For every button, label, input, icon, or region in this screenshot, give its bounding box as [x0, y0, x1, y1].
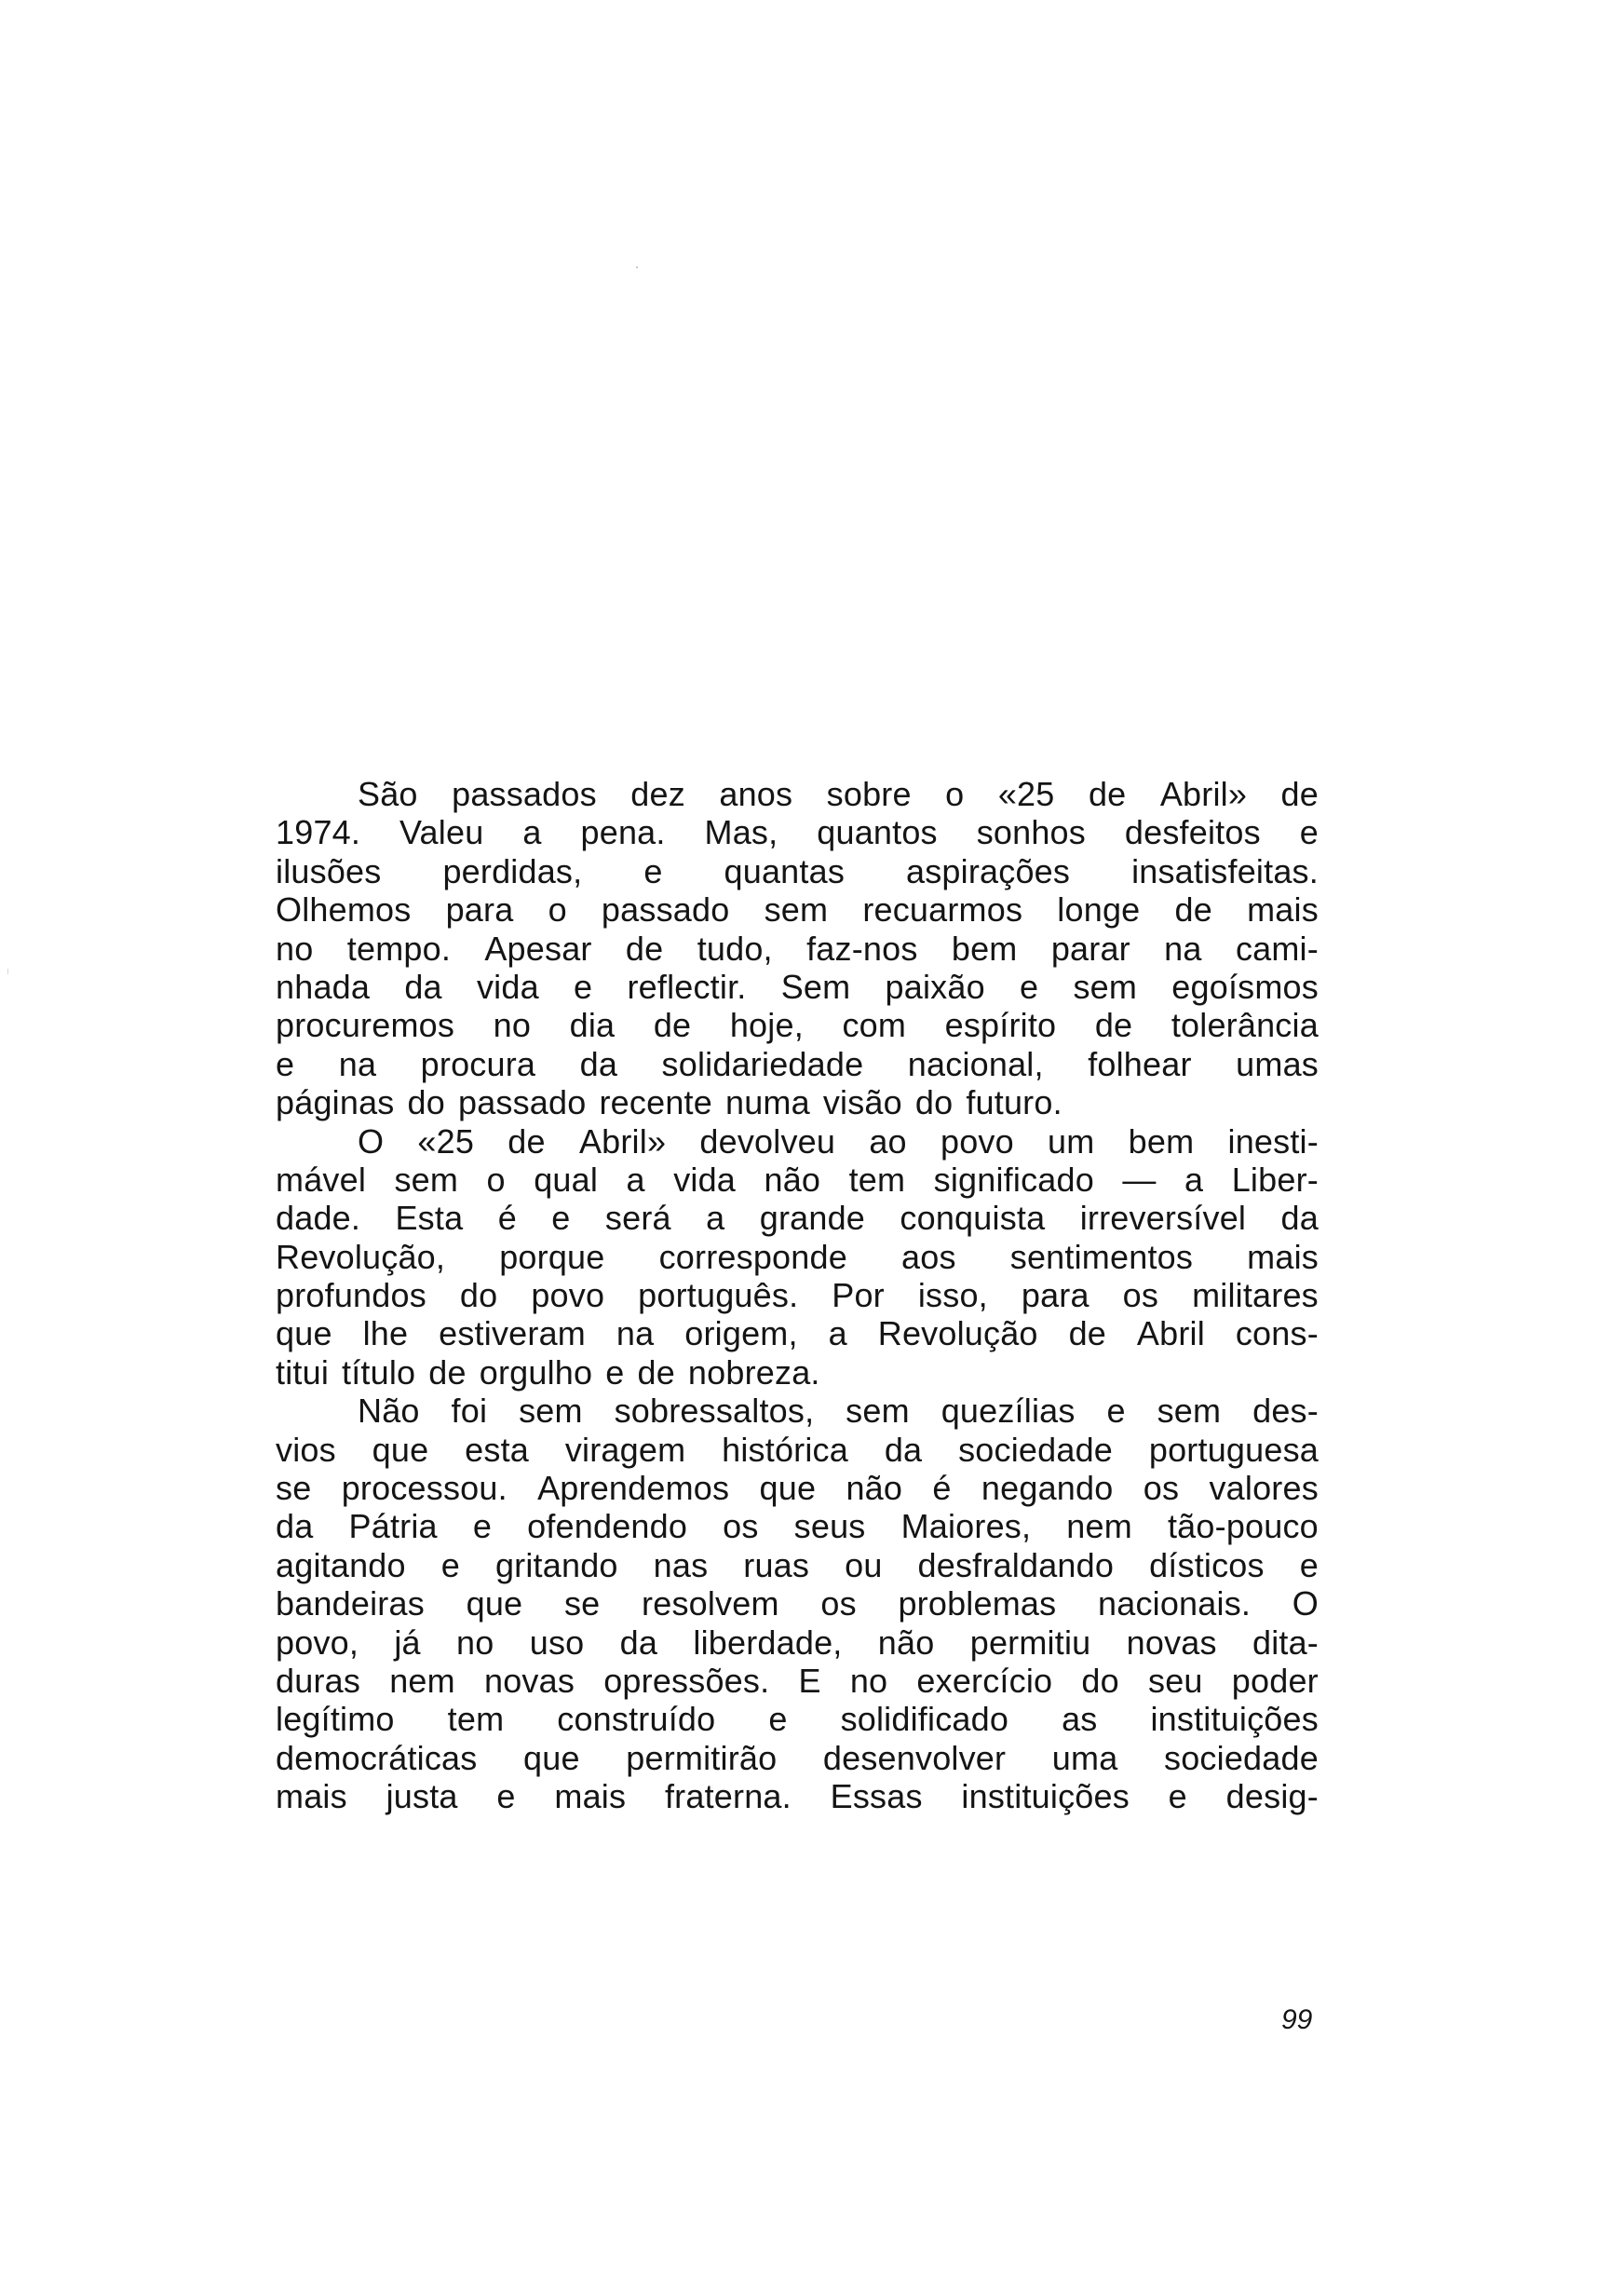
text-line: legítimo tem construído e solidificado as instituições: [276, 1700, 1319, 1739]
paragraph: [276, 775, 1319, 1122]
text-line: mais justa e mais fraterna. Essas instituições e desig-: [276, 1777, 1319, 1816]
text-line: nhada da vida e reflectir. Sem paixão e sem egoísmos: [276, 967, 1319, 1006]
text-line: Revolução, porque corresponde aos sentimentos mais: [276, 1237, 1319, 1276]
text-line: páginas do passado recente numa visão do futuro.: [276, 1083, 1062, 1122]
text-line: O «25 de Abril» devolveu ao povo um bem inesti-: [358, 1121, 1319, 1161]
text-line: e na procura da solidariedade nacional, folhear umas: [276, 1044, 1319, 1083]
scan-speck: [636, 266, 638, 268]
text-line: no tempo. Apesar de tudo, faz-nos bem parar na cami-: [276, 929, 1319, 968]
scan-speck: [7, 969, 8, 974]
page-number: 99: [1281, 2004, 1313, 2035]
body-text: [276, 775, 1319, 1816]
text-line: dade. Esta é e será a grande conquista irreversível da: [276, 1199, 1319, 1238]
paragraph: [276, 1392, 1319, 1815]
text-line: democráticas que permitirão desenvolver uma sociedade: [276, 1738, 1319, 1777]
text-line: que lhe estiveram na origem, a Revolução de Abril cons-: [276, 1314, 1319, 1353]
text-line: titui título de orgulho e de nobreza.: [276, 1352, 820, 1392]
text-line: mável sem o qual a vida não tem significado — a Liber-: [276, 1160, 1319, 1199]
text-line: bandeiras que se resolvem os problemas nacionais. O: [276, 1584, 1319, 1623]
text-line: da Pátria e ofendendo os seus Maiores, nem tão-pouco: [276, 1507, 1319, 1546]
text-line: procuremos no dia de hoje, com espírito de tolerância: [276, 1006, 1319, 1045]
text-line: vios que esta viragem histórica da sociedade portuguesa: [276, 1430, 1319, 1469]
text-line: Olhemos para o passado sem recuarmos longe de mais: [276, 890, 1319, 930]
text-line: povo, já no uso da liberdade, não permitiu novas dita-: [276, 1623, 1319, 1662]
text-line: agitando e gritando nas ruas ou desfraldando dísticos e: [276, 1545, 1319, 1584]
text-line: 1974. Valeu a pena. Mas, quantos sonhos desfeitos e: [276, 813, 1319, 852]
text-line: Não foi sem sobressaltos, sem quezílias e sem des-: [358, 1392, 1319, 1431]
text-line: duras nem novas opressões. E no exercício do seu poder: [276, 1661, 1319, 1700]
text-line: São passados dez anos sobre o «25 de Abril» de: [358, 775, 1319, 813]
text-line: profundos do povo português. Por isso, para os militares: [276, 1276, 1319, 1315]
text-line: ilusões perdidas, e quantas aspirações insatisfeitas.: [276, 851, 1319, 890]
paragraph: [276, 1122, 1319, 1392]
text-line: se processou. Aprendemos que não é negando os valores: [276, 1469, 1319, 1508]
